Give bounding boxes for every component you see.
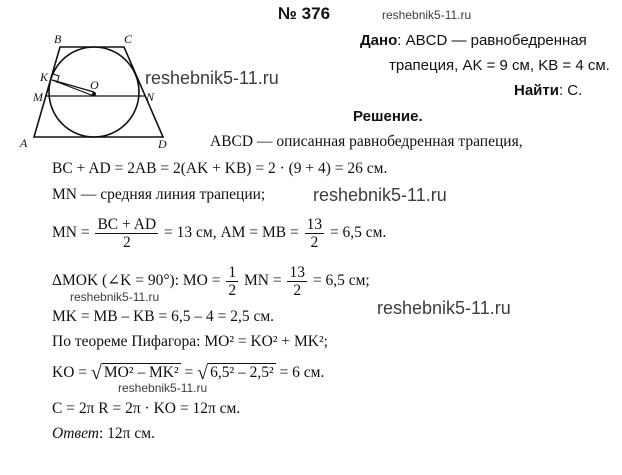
text-part: KO = [52,364,88,381]
solution-line-9: C = 2π R = 2π · KO = 12π см. [52,400,241,417]
answer-text: : 12π см. [98,425,155,442]
solution-heading: Решение. [353,108,423,125]
sqrt-icon: √ [197,362,209,384]
label-m: M [33,90,43,104]
watermark: reshebnik5-11.ru [70,290,160,304]
text-part: = 6,5 см; [312,272,370,290]
trapezoid-shape [34,47,163,137]
solution-line-1: ABCD — описанная равнобедренная трапеция, [210,133,523,150]
find-label: Найти [514,82,559,99]
watermark: reshebnik5-11.ru [145,68,279,88]
find-text: : C. [558,82,583,99]
trapezoid-figure [0,0,190,160]
given-line-2: трапеция, AK = 9 см, KB = 4 см. [389,57,610,74]
center-point [92,92,96,96]
text-part: MN = [52,224,90,242]
fraction: $\frac{BC + AD}{2}$ [97,216,157,251]
text-part: = 13 см, AM = MB = [164,224,299,242]
label-k: K [40,70,49,84]
segment-mo [52,80,94,96]
solution-line-3: MN — средняя линия трапеции; [52,186,266,203]
text-part: = [184,364,194,381]
fraction: $\frac{13}{2}$ [289,264,305,299]
problem-number: № 376 [278,4,331,23]
solution-line-4 [52,216,386,251]
find-line [514,82,582,99]
watermark: reshebnik5-11.ru [313,185,447,205]
radicand: 6,5² – 2,5² [210,364,274,381]
watermark: reshebnik5-11.ru [382,8,472,22]
fraction: $\frac{1}{2}$ [228,264,237,299]
radicand: MO² – MK² [103,364,179,381]
answer-line [52,425,155,443]
text-part: MN = [243,272,282,290]
solution-line-5 [52,264,370,299]
radius-ok [52,80,94,92]
given-text: : ABCD — равнобедренная [397,32,587,49]
solution-line-8 [52,362,324,385]
text-part: = 6,5 см. [329,224,387,242]
given-line-1 [360,32,587,49]
solution-line-7: По теореме Пифагора: MO² = KO² + MK²; [52,333,328,350]
label-n: N [146,90,155,104]
label-a: A [20,136,28,150]
given-label: Дано [360,32,398,49]
label-b: B [54,32,62,46]
watermark: reshebnik5-11.ru [377,298,511,318]
label-o: O [90,78,99,92]
sqrt-icon: √ [90,362,102,384]
solution-line-6: MK = MB – KB = 6,5 – 4 = 2,5 см. [52,308,275,325]
label-c: C [124,32,133,46]
solution-line-2: BC + AD = 2AB = 2(AK + KB) = 2 · (9 + 4) = 26 см. [52,160,388,177]
fraction: $\frac{13}{2}$ [306,216,323,251]
answer-label: Ответ [52,425,99,442]
text-part: ΔMOK (∠K = 90°): MO = [52,272,221,290]
text-part: = 6 см. [279,364,325,381]
watermark: reshebnik5-11.ru [118,381,208,395]
label-d: D [158,137,167,151]
